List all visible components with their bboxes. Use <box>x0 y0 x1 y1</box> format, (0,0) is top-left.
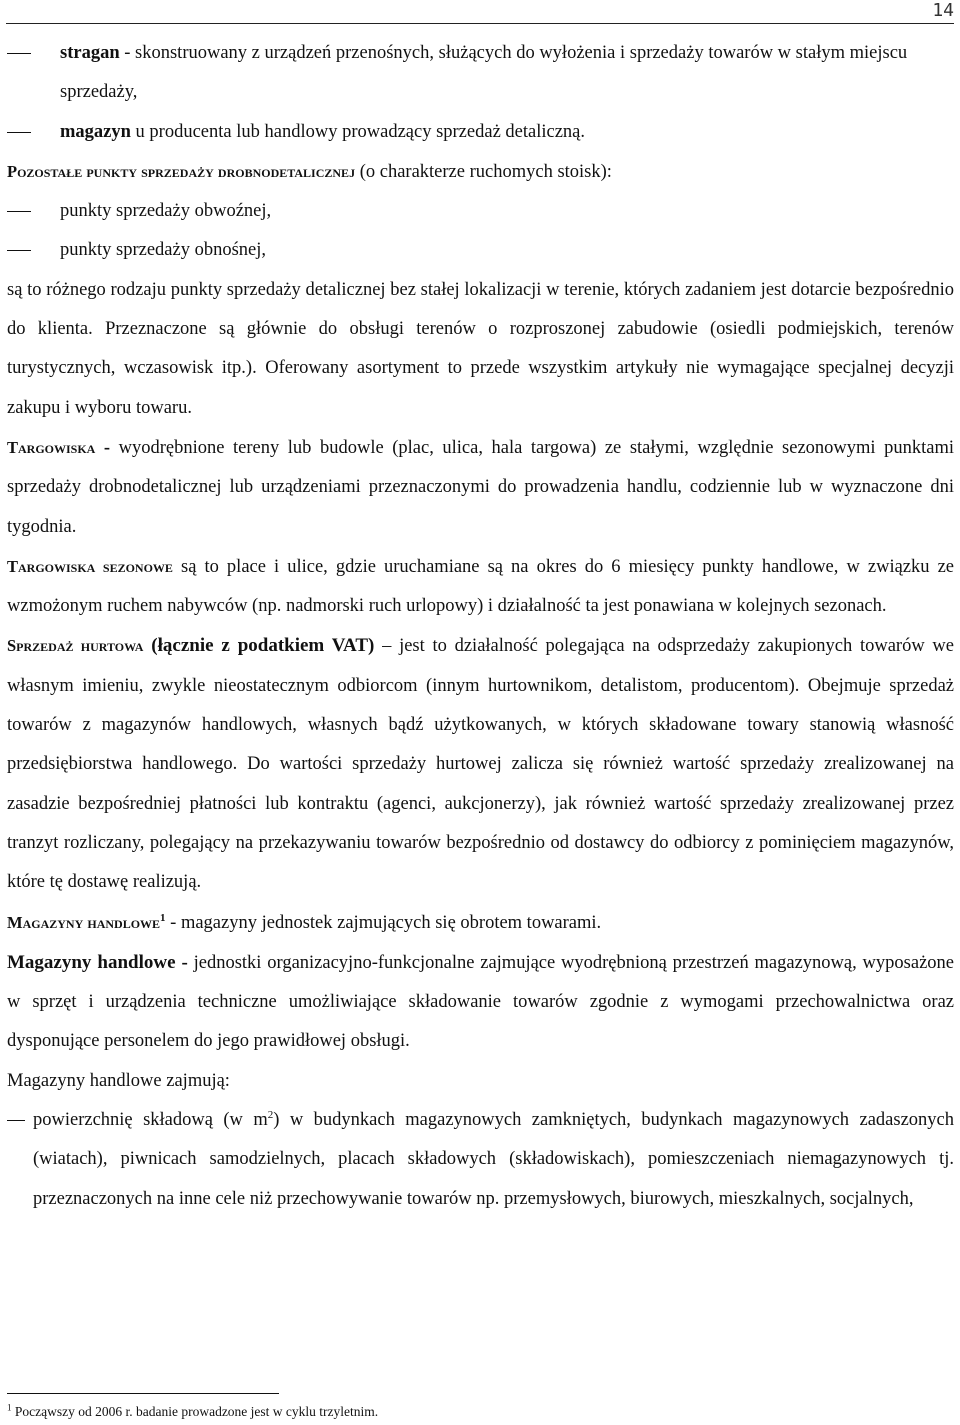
paragraph-magazyny-definition <box>7 943 954 1062</box>
footnote-rule <box>7 1393 279 1394</box>
heading-pozostale <box>7 152 954 192</box>
targowiska-sezonowe-heading: Targowiska sezonowe <box>7 556 173 576</box>
list-item-magazyn <box>7 113 954 152</box>
powierzchnia-rest: ) w budynkach magazynowych zamkniętych, budynkach magazynowych zadaszonych (wiatach), piwnicach samodzielnych, placach składowych (składowiskach), pomieszczeniach niemagazynowych tj. przeznaczonych na inne cele niż przechowywanie towarów np. przemysłowych, biurowych, mieszkalnych, socjalnych, <box>33 1110 955 1209</box>
term-magazyn: magazyn <box>60 121 131 142</box>
text-magazyn: u producenta lub handlowy prowadzący sprzedaż detaliczną. <box>130 121 586 142</box>
footnote-ref[interactable]: 1 <box>160 911 166 924</box>
sprzedaz-hurtowa-text: – jest to działalność polegająca na odsprzedaży zakupionych towarów we własnym imieniu, zwykle nieostatecznym odbiorcom (innym hurtownikom, detalistom, producentom). Obejmuje sprzedaż towarów z magazynów handlowych, własnych bądź użytkowanych, w których składowane towary stanowią własność przedsiębiorstwa handlowego. Do wartości sprzedaży hurtowej zalicza się również wartość sprzedaży zrealizowanej na zasadzie bezpośredniej płatności lub kontraktu (agenci, aukcjonerzy), jak również wartość sprzedaży zrealizowanej przez tranzyt rozliczany, polegający na przekazywaniu towarów bezpośrednio od dostawcy do odbiorcy z pominięciem magazynów, które tę dostawę realizują. <box>7 636 955 893</box>
magazyny-def-text: jednostki organizacyjno-funkcjonalne zajmujące wyodrębnioną przestrzeń magazynową, wyposażone w sprzęt i urządzenia techniczne umożliwiające składowanie towarów zgodnie z wymogami przechowalnictwa oraz dysponujące personelem do jego prawidłowej obsługi. <box>7 952 954 1052</box>
pozostale-heading: Pozostałe punkty sprzedaży drobnodetalicznej <box>7 161 356 181</box>
text-obwozna: punkty sprzedaży obwoźnej, <box>60 201 272 222</box>
list-item-obwozna <box>7 192 954 231</box>
magazyny-heading: Magazyny handlowe <box>7 912 161 932</box>
powierzchnia-sup: 2 <box>267 1108 274 1121</box>
page-number: 14 <box>932 0 954 21</box>
targowiska-sezonowe-text: są to place i ulice, gdzie uruchamiane są na okres do 6 miesięcy punkty handlowe, w związku ze wzmożonym ruchem nabywców (np. nadmorski ruch urlopowy) i działalność ta jest ponawiana w kolejnych sezonach. <box>7 556 954 617</box>
sprzedaz-hurtowa-heading-suffix: (łącznie z podatkiem VAT) <box>143 635 375 657</box>
term-stragan: stragan <box>60 43 120 63</box>
dash-bullet <box>7 250 31 251</box>
footnote-text: Począwszy od 2006 r. badanie prowadzone jest w cyklu trzyletnim. <box>11 1404 379 1419</box>
list-item-powierzchnia <box>7 1101 954 1219</box>
sprzedaz-hurtowa-heading: Sprzedaż hurtowa <box>7 636 144 656</box>
targowiska-separator: - <box>95 437 119 458</box>
text-stragan: - skonstruowany z urządzeń przenośnych, służących do wyłożenia i sprzedaży towarów w stałym miejscu sprzedaży, <box>60 43 908 103</box>
list-item-obnosna <box>7 231 954 270</box>
paragraph-targowiska <box>7 428 954 547</box>
magazyny-def-term: Magazyny handlowe - <box>7 951 188 973</box>
targowiska-heading: Targowiska <box>7 437 96 457</box>
paragraph-magazyny-occupy: Magazyny handlowe zajmują: <box>7 1070 230 1091</box>
list-item-stragan <box>7 34 954 113</box>
text-obnosna: punkty sprzedaży obnośnej, <box>60 240 267 261</box>
dash-bullet <box>7 132 31 133</box>
paragraph-magazyny-handlowe <box>7 903 954 943</box>
paragraph-pozostale: są to różnego rodzaju punkty sprzedaży detalicznej bez stałej lokalizacji w terenie, których zadaniem jest dotarcie bezpośrednio do klienta. Przeznaczone są głównie do obsługi terenów o rozproszonej zabudowie (osiedli podmiejskich, terenów turystycznych, wczasowisk itp.). Oferowany asortyment to przede wszystkim artykuły nie wymagające specjalnej decyzji zakupu i wyboru towaru. <box>7 279 954 418</box>
page-content <box>7 34 954 1219</box>
dash-bullet <box>7 211 31 212</box>
magazyny-text: - magazyny jednostek zajmujących się obrotem towarami. <box>165 912 602 933</box>
footnote-marker: 1 <box>7 1402 12 1413</box>
targowiska-text: wyodrębnione tereny lub budowle (plac, ulica, hala targowa) ze stałymi, względnie sezonowymi punktami sprzedaży drobnodetalicznej lub urządzeniami przeznaczonymi do prowadzenia handlu, codziennie lub w wyznaczone dni tygodnia. <box>7 437 954 537</box>
pozostale-heading-suffix: (o charakterze ruchomych stoisk): <box>355 161 612 182</box>
paragraph-targowiska-sezonowe <box>7 547 954 627</box>
dash-bullet <box>7 1120 25 1121</box>
header-rule <box>6 23 954 24</box>
paragraph-sprzedaz-hurtowa <box>7 626 954 902</box>
dash-bullet <box>7 53 31 54</box>
footnote <box>7 1403 378 1421</box>
powierzchnia-start: powierzchnię składową (w m <box>33 1110 268 1131</box>
